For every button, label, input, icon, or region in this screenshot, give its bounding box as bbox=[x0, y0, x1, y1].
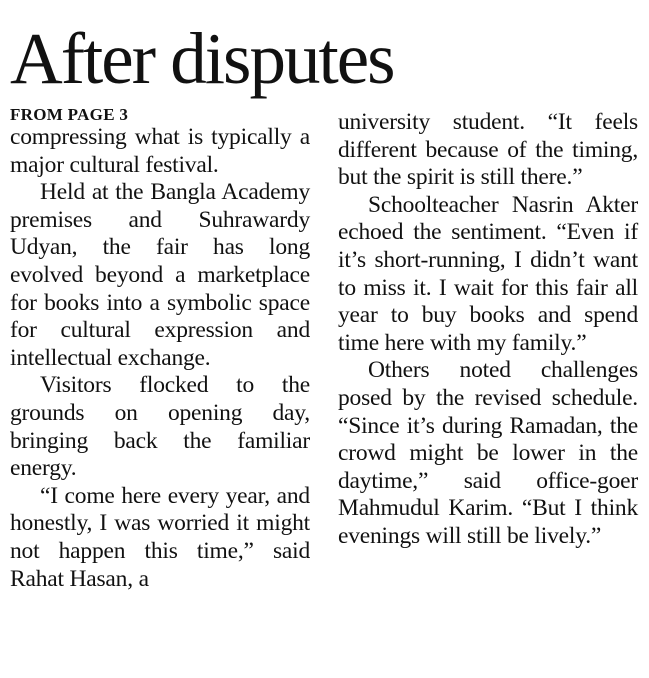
paragraph: Schoolteacher Nasrin Akter echoed the sentiment. “Even if it’s short-running, I didn’t want to miss it. I wait for this fair all year to buy books and spend time here with my family.” bbox=[338, 191, 638, 356]
paragraph: university student. “It feels different because of the timing, but the spirit is still there.” bbox=[338, 109, 638, 191]
headline: After disputes bbox=[10, 18, 394, 99]
paragraph: Others noted challenges posed by the revised schedule. “Since it’s during Ramadan, the crowd might be lower in the daytime,” said office-goer Mahmudul Karim. “But I think evenings will still be lively.” bbox=[338, 357, 638, 549]
paragraph: Visitors flocked to the grounds on opening day, bringing back the familiar energy. bbox=[10, 372, 310, 482]
kicker-from-page: FROM PAGE 3 bbox=[10, 105, 129, 124]
article-column-right bbox=[338, 109, 638, 551]
paragraph: Held at the Bangla Academy premises and Suhrawardy Udyan, the fair has long evolved beyond a marketplace for books into a symbolic space for cultural expression and intellectual exchange. bbox=[10, 179, 310, 371]
article-column-left bbox=[10, 104, 310, 593]
paragraph: “I come here every year, and honestly, I was worried it might not happen this time,” said Rahat Hasan, a bbox=[10, 482, 310, 592]
paragraph: compressing what is typically a major cultural festival. bbox=[10, 124, 310, 178]
